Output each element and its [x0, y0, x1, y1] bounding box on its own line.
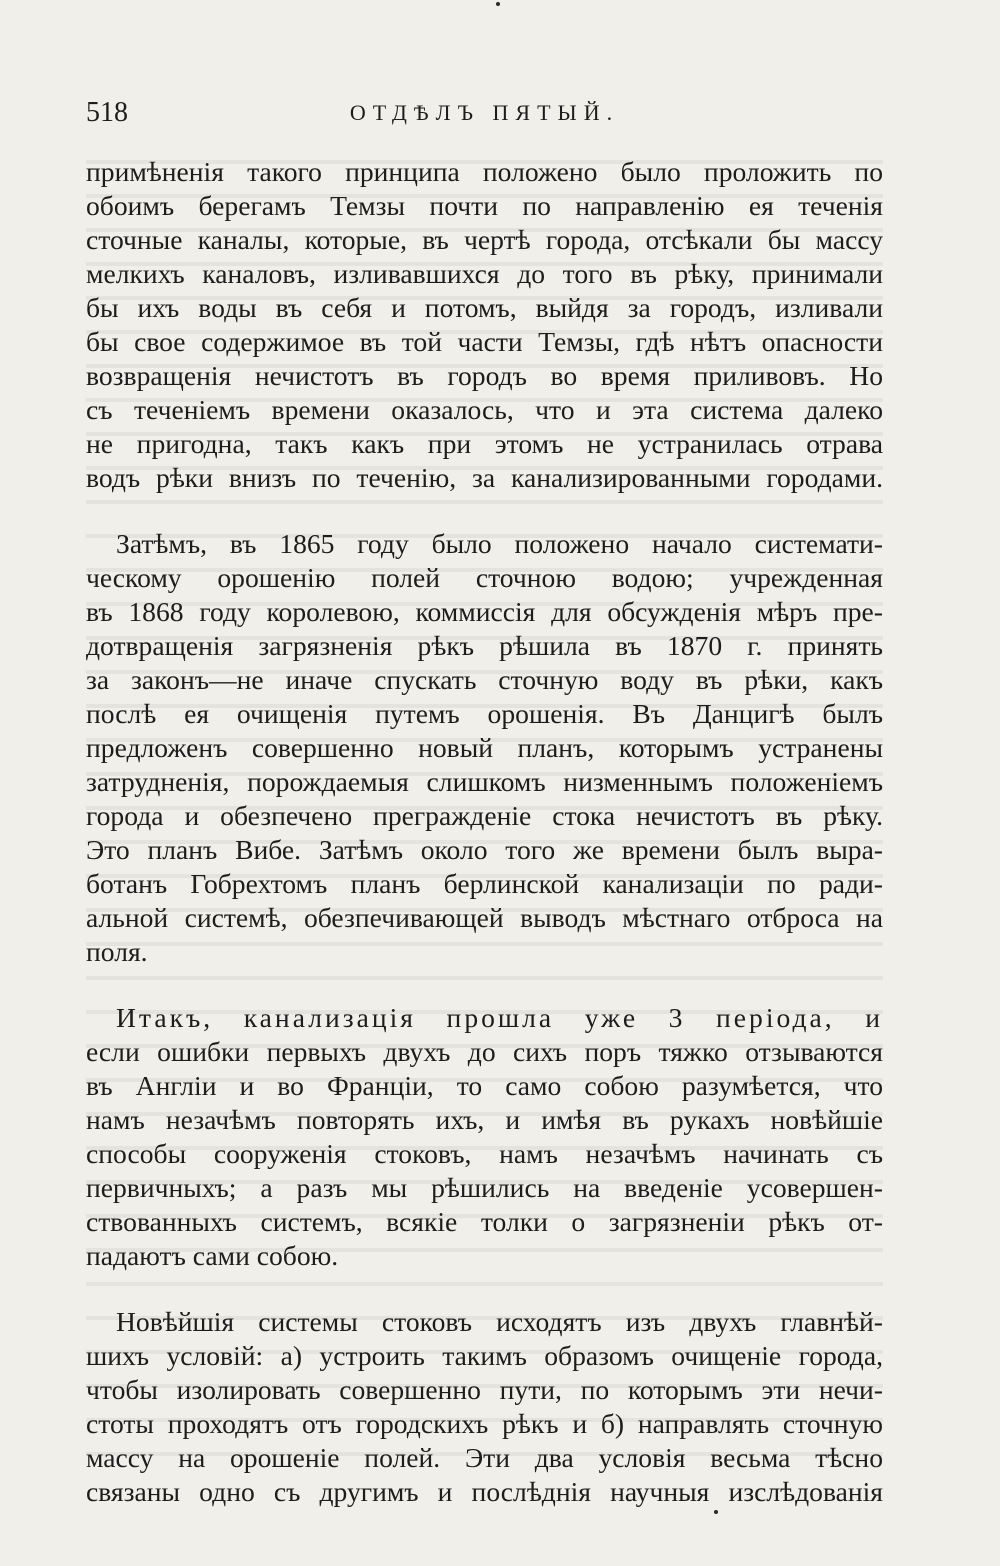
- text-line: водъ рѣки внизъ по теченію, за канализированными городами.: [86, 462, 883, 493]
- page-header: [86, 93, 883, 133]
- text-line: дотвращенія загрязненія рѣкъ рѣшила въ 1870 г. принять: [86, 630, 883, 661]
- text-line: поля.: [86, 936, 148, 967]
- text-line: съ теченіемъ времени оказалось, что и эта система далеко: [86, 394, 883, 425]
- page-number: 518: [86, 97, 128, 128]
- text-line: затрудненія, порождаемыя слишкомъ низменнымъ положеніемъ: [86, 766, 883, 797]
- text-line: массу на орошеніе полей. Эти два условія весьма тѣсно: [86, 1442, 883, 1473]
- text-line: мелкихъ каналовъ, изливавшихся до того въ рѣку, принимали: [86, 258, 883, 289]
- text-line: чтобы изолировать совершенно пути, по которымъ эти нечи-: [86, 1374, 883, 1405]
- print-speck: [714, 1510, 718, 1514]
- text-line: въ 1868 году королевою, коммиссія для обсужденія мѣръ пре-: [86, 596, 883, 627]
- text-line: ствованныхъ системъ, всякіе толки о загрязненіи рѣкъ от-: [86, 1206, 883, 1237]
- text-line: ческому орошенію полей сточною водою; учрежденная: [86, 562, 883, 593]
- text-line: падаютъ сами собою.: [86, 1240, 339, 1271]
- text-line: бы ихъ воды въ себя и потомъ, выйдя за городъ, изливали: [86, 292, 883, 323]
- text-line: послѣ ея очищенія путемъ орошенія. Въ Данцигѣ былъ: [86, 698, 883, 729]
- running-title: ОТДѢЛЪ ПЯТЫЙ.: [349, 100, 620, 125]
- paragraph-3: [86, 1001, 883, 1273]
- text-line: обоимъ берегамъ Темзы почти по направленію ея теченія: [86, 190, 883, 221]
- text-line: бы свое содержимое въ той части Темзы, гдѣ нѣтъ опасности: [86, 326, 883, 357]
- text-line: сточные каналы, которые, въ чертѣ города, отсѣкали бы массу: [86, 224, 883, 255]
- text-line: Затѣмъ, въ 1865 году было положено начало системати-: [116, 528, 883, 559]
- text-line: возвращенія нечистотъ въ городъ во время приливовъ. Но: [86, 360, 883, 391]
- text-line: ботанъ Гобрехтомъ планъ берлинской канализаціи по ради-: [86, 868, 883, 899]
- text-line: стоты проходятъ отъ городскихъ рѣкъ и б) направлять сточную: [86, 1408, 883, 1439]
- text-line: намъ незачѣмъ повторять ихъ, и имѣя въ рукахъ новѣйшіе: [86, 1104, 883, 1135]
- text-line: Новѣйшія системы стоковъ исходятъ изъ двухъ главнѣй-: [116, 1306, 883, 1337]
- text-line: не пригодна, такъ какъ при этомъ не устранилась отрава: [86, 428, 883, 459]
- paragraph-4: [86, 1305, 883, 1509]
- text-line: Это планъ Вибе. Затѣмъ около того же времени былъ выра-: [86, 834, 883, 865]
- text-line: предложенъ совершенно новый планъ, которымъ устранены: [86, 732, 883, 763]
- text-line: если ошибки первыхъ двухъ до сихъ поръ тяжко отзываются: [86, 1036, 883, 1067]
- text-line: связаны одно съ другимъ и послѣднія научныя изслѣдованія: [86, 1476, 883, 1507]
- text-line: примѣненія такого принципа положено было проложить по: [86, 156, 883, 187]
- paragraph-1: [86, 155, 883, 495]
- text-line: города и обезпечено прегражденіе стока нечистотъ въ рѣку.: [86, 800, 883, 831]
- text-line: способы сооруженія стоковъ, намъ незачѣмъ начинать съ: [86, 1138, 883, 1169]
- text-line: Итакъ, канализація прошла уже 3 періода, и: [116, 1002, 883, 1033]
- print-speck: [496, 2, 500, 6]
- body-text: [86, 155, 883, 1509]
- text-line: за законъ—не иначе спускать сточную воду въ рѣки, какъ: [86, 664, 883, 695]
- paragraph-2: [86, 527, 883, 969]
- text-line: альной системѣ, обезпечивающей выводъ мѣстнаго отброса на: [86, 902, 883, 933]
- text-line: въ Англіи и во Франціи, то само собою разумѣется, что: [86, 1070, 883, 1101]
- text-line: первичныхъ; а разъ мы рѣшились на введеніе усовершен-: [86, 1172, 883, 1203]
- text-line: шихъ условій: а) устроить такимъ образомъ очищеніе города,: [86, 1340, 883, 1371]
